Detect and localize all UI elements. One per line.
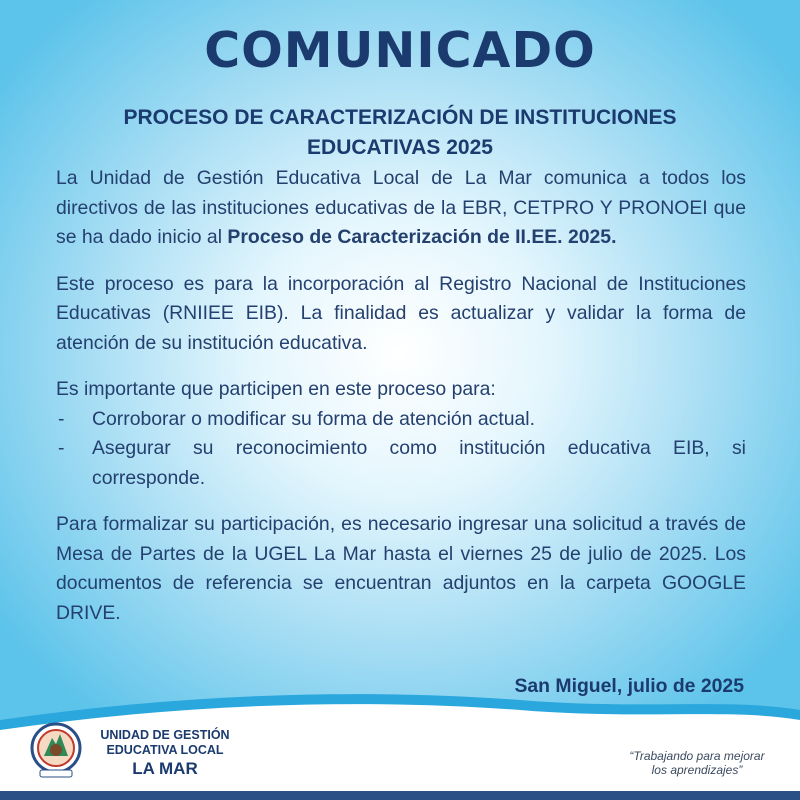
org-line-1: UNIDAD DE GESTIÓN xyxy=(100,728,230,742)
org-line-2: EDUCATIVA LOCAL xyxy=(106,743,224,757)
paragraph-purpose: Este proceso es para la incorporación al Registro Nacional de Instituciones Educativas (RNIIEE EIB). La finalidad es actualizar y validar la forma de atención de su institución educativa. xyxy=(56,272,746,354)
announcement-body xyxy=(56,164,746,645)
list-item xyxy=(56,405,746,435)
dash-marker: - xyxy=(58,407,65,430)
slogan-line-2: los aprendizajes” xyxy=(651,763,743,777)
subtitle-line-1: PROCESO DE CARACTERIZACIÓN DE INSTITUCIONES xyxy=(123,106,677,129)
slogan xyxy=(612,749,782,777)
organization-name xyxy=(90,728,240,778)
document-subtitle xyxy=(80,103,720,163)
dash-marker: - xyxy=(58,437,65,459)
paragraph-instructions: Para formalizar su participación, es necesario ingresar una solicitud a través de Mesa de Partes de la UGEL La Mar hasta el viernes 25 de julio de 2025. Los documentos de referencia se encuentran adjuntos en la carpeta GOOGLE DRIVE. xyxy=(56,513,746,624)
paragraph-list-intro: Es importante que participen en este proceso para: xyxy=(56,378,496,400)
place-date-signature: San Miguel, julio de 2025 xyxy=(514,675,744,697)
list-item xyxy=(56,434,746,493)
paragraph-intro-announcement xyxy=(56,164,746,253)
paragraph-1-text: La Unidad de Gestión Educativa Local de La Mar comunica a todos los directivos de las instituciones educativas de la EBR, CETPRO Y PRONOEI que se ha dado inicio al xyxy=(56,167,746,248)
subtitle-line-2: EDUCATIVAS 2025 xyxy=(307,136,493,159)
org-line-3: LA MAR xyxy=(132,759,198,778)
list-item-text: Corroborar o modificar su forma de atención actual. xyxy=(92,407,535,430)
reasons-list xyxy=(56,405,746,494)
slogan-line-1: “Trabajando para mejorar xyxy=(629,749,765,763)
ugel-seal-icon xyxy=(30,720,82,780)
paragraph-1-highlight: Proceso de Caracterización de II.EE. 2025. xyxy=(227,226,617,248)
page-title: COMUNICADO xyxy=(204,22,596,79)
list-item-text: Asegurar su reconocimiento como institución educativa EIB, si corresponde. xyxy=(92,437,746,489)
